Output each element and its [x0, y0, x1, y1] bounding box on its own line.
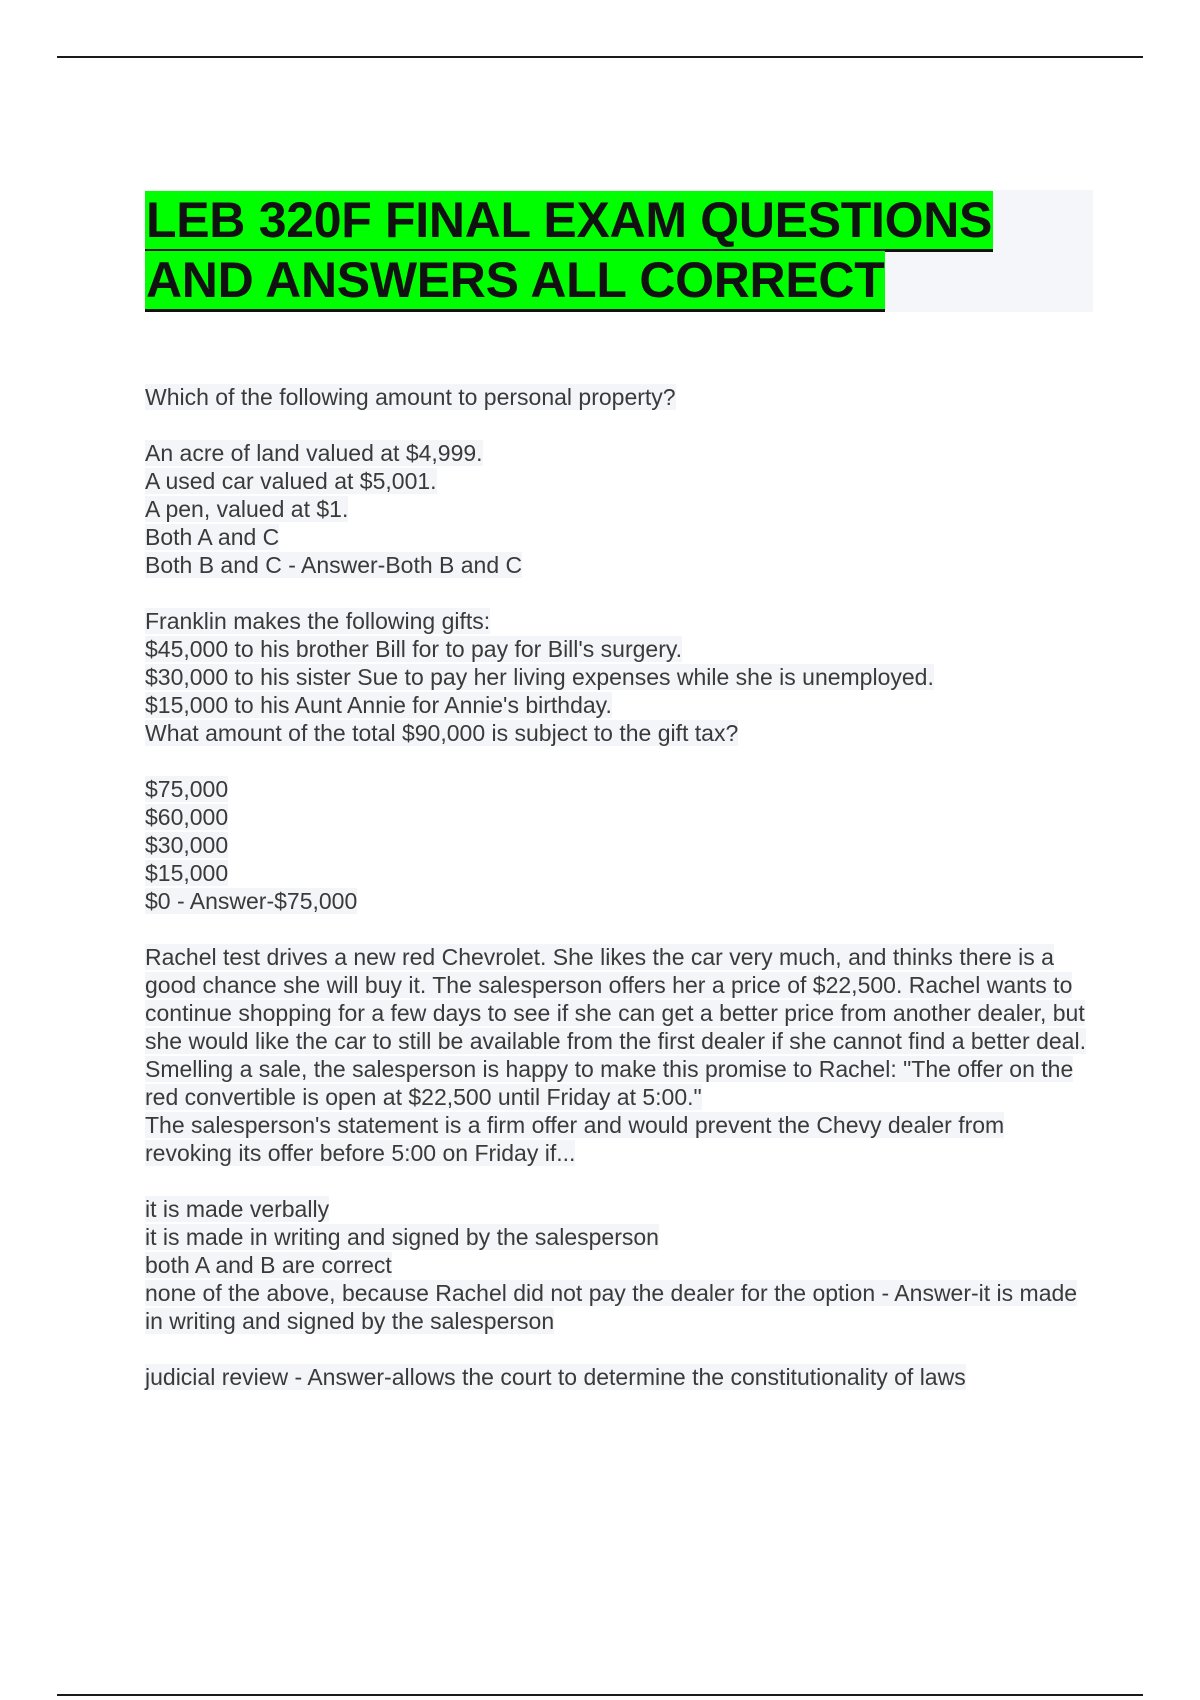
answer-option: A pen, valued at $1.: [145, 496, 349, 522]
question-prompt-paragraph: The salesperson's statement is a firm offer and would prevent the Chevy dealer from revoking its offer before 5:00 on Friday if...: [145, 1112, 1005, 1166]
answer-option: An acre of land valued at $4,999.: [145, 440, 483, 466]
question-prompt-line: $45,000 to his brother Bill for to pay for Bill's surgery.: [145, 636, 683, 662]
question-prompt-paragraph: Rachel test drives a new red Chevrolet. She likes the car very much, and thinks there is a good chance she will buy it. The salesperson offers her a price of $22,500. Rachel wants to continue shopping for a few days to see if she can get a better price from another dealer, but she would like the car to still be available from the first dealer if she cannot find a better deal. Smelling a sale, the salesperson is happy to make this promise to Rachel: "The offer on the red convertible is open at $22,500 until Friday at 5:00.": [145, 944, 1086, 1110]
question-prompt-line: $15,000 to his Aunt Annie for Annie's birthday.: [145, 692, 612, 718]
top-rule: [57, 56, 1143, 58]
document-title-line-2: AND ANSWERS ALL CORRECT: [145, 251, 885, 312]
question-prompt-line: What amount of the total $90,000 is subject to the gift tax?: [145, 720, 739, 746]
answer-option: $60,000: [145, 804, 229, 830]
question-prompt-line: Franklin makes the following gifts:: [145, 608, 491, 634]
answer-option: it is made verbally: [145, 1196, 330, 1222]
document-body: [145, 383, 1095, 1419]
answer-option: A used car valued at $5,001.: [145, 468, 437, 494]
answer-option: Both B and C - Answer-Both B and C: [145, 552, 523, 578]
answer-option: $0 - Answer-$75,000: [145, 888, 358, 914]
answer-option: Both A and C: [145, 524, 280, 550]
question-2: [145, 607, 1095, 915]
answer-option: it is made in writing and signed by the salesperson: [145, 1224, 659, 1250]
question-3: [145, 943, 1095, 1335]
answer-option: $30,000: [145, 832, 229, 858]
bottom-rule: [57, 1694, 1143, 1696]
question-1: [145, 383, 1095, 579]
question-4: [145, 1363, 1095, 1391]
document-title-line-1: LEB 320F FINAL EXAM QUESTIONS: [145, 191, 993, 252]
question-prompt: Which of the following amount to personal property?: [145, 384, 676, 410]
answer-option: $15,000: [145, 860, 229, 886]
question-prompt: judicial review - Answer-allows the court to determine the constitutionality of laws: [145, 1364, 966, 1390]
answer-option: both A and B are correct: [145, 1252, 392, 1278]
answer-option: $75,000: [145, 776, 229, 802]
question-prompt-line: $30,000 to his sister Sue to pay her living expenses while she is unemployed.: [145, 664, 934, 690]
answer-option: none of the above, because Rachel did not pay the dealer for the option - Answer-it is made in writing and signed by the salesperson: [145, 1280, 1078, 1334]
